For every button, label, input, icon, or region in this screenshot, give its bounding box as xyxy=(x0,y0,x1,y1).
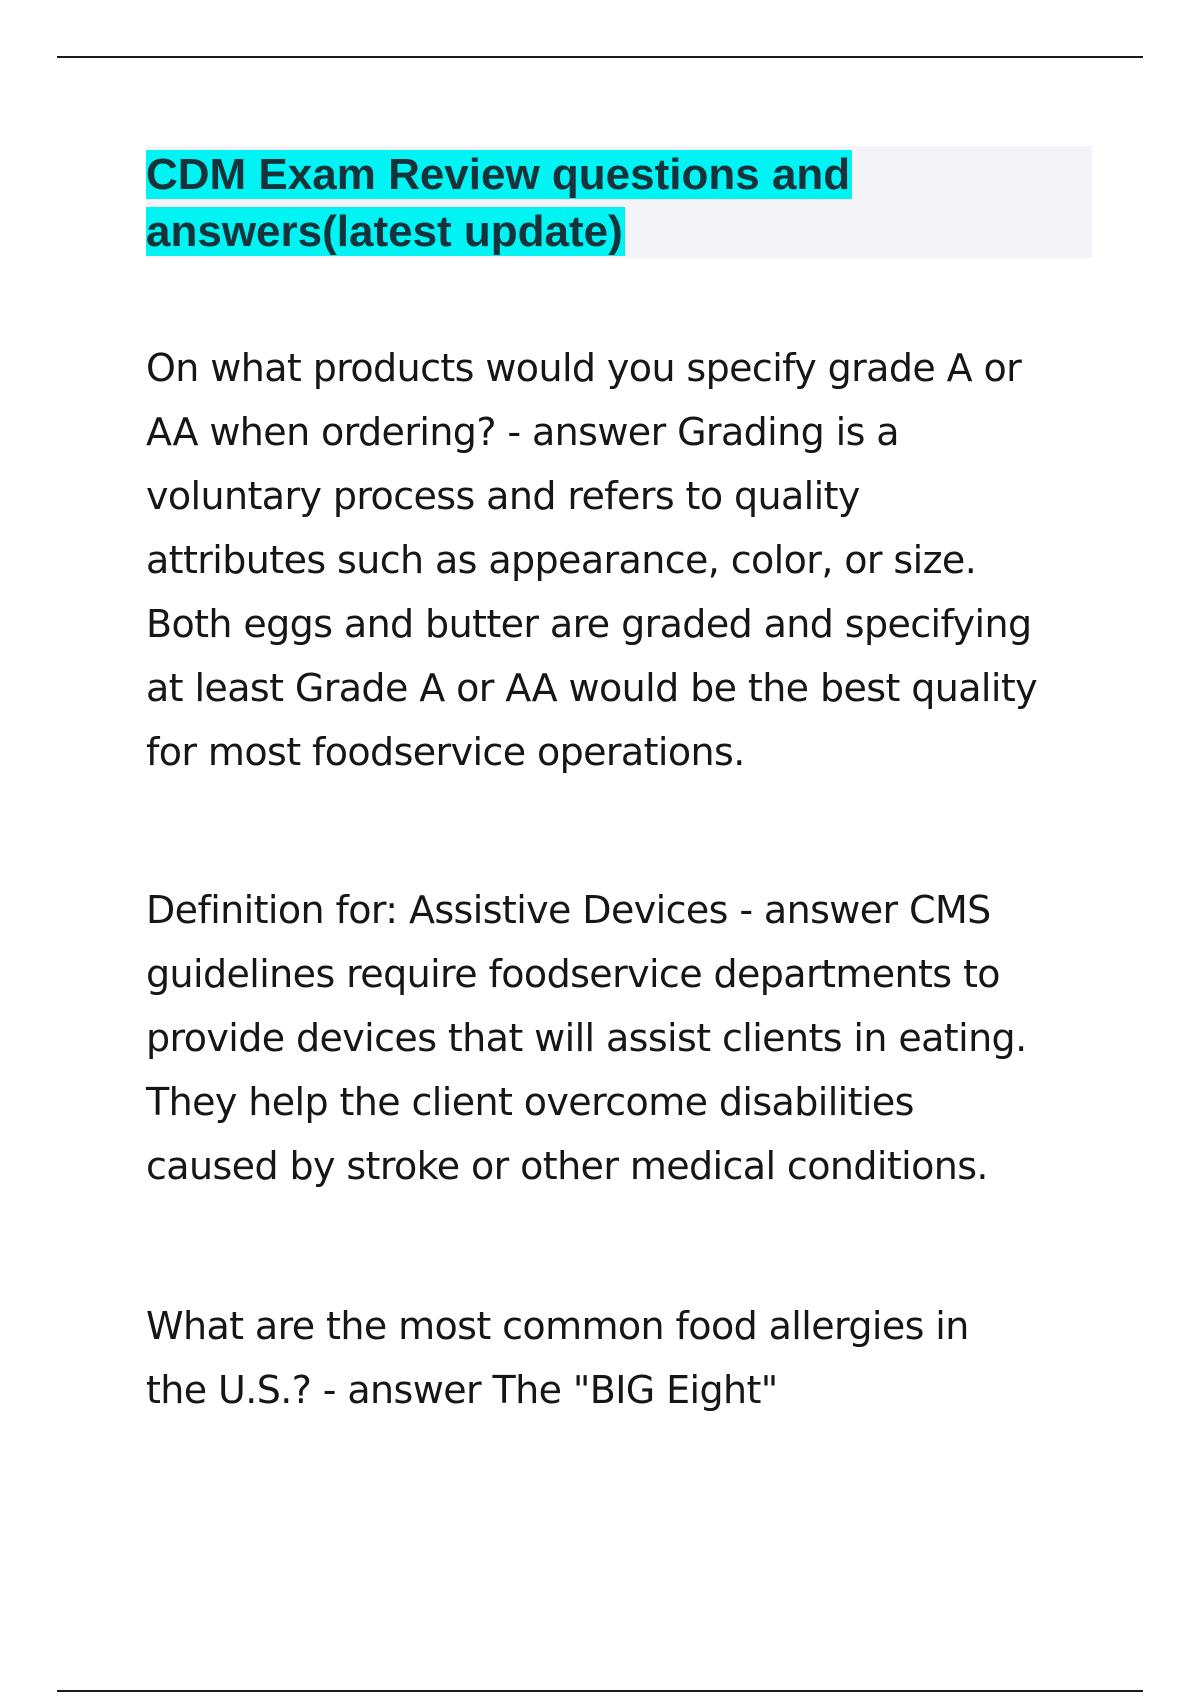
title-line-1: CDM Exam Review questions and xyxy=(146,150,851,199)
title-line-2: answers(latest update) xyxy=(146,207,623,256)
qa-line: They help the client overcome disabilities xyxy=(146,1080,914,1124)
qa-line: voluntary process and refers to quality xyxy=(146,474,860,518)
qa-line: On what products would you specify grade A or xyxy=(146,346,1022,390)
qa-line: provide devices that will assist clients in eating. xyxy=(146,1016,1027,1060)
qa-entry-assistive-devices xyxy=(146,878,1106,1198)
footer-rule xyxy=(57,1690,1143,1692)
qa-line: for most foodservice operations. xyxy=(146,730,745,774)
qa-line: What are the most common food allergies in xyxy=(146,1304,969,1348)
qa-line: guidelines require foodservice departments to xyxy=(146,952,1000,996)
document-body xyxy=(146,0,1106,1700)
qa-entry-grading xyxy=(146,336,1106,784)
qa-line: the U.S.? - answer The "BIG Eight" xyxy=(146,1368,778,1412)
qa-line: Both eggs and butter are graded and specifying xyxy=(146,602,1032,646)
qa-entry-food-allergies xyxy=(146,1294,1106,1422)
qa-line: AA when ordering? - answer Grading is a xyxy=(146,410,899,454)
qa-line: Definition for: Assistive Devices - answer CMS xyxy=(146,888,991,932)
qa-line: caused by stroke or other medical conditions. xyxy=(146,1144,988,1188)
qa-line: attributes such as appearance, color, or size. xyxy=(146,538,977,582)
qa-line: at least Grade A or AA would be the best quality xyxy=(146,666,1038,710)
